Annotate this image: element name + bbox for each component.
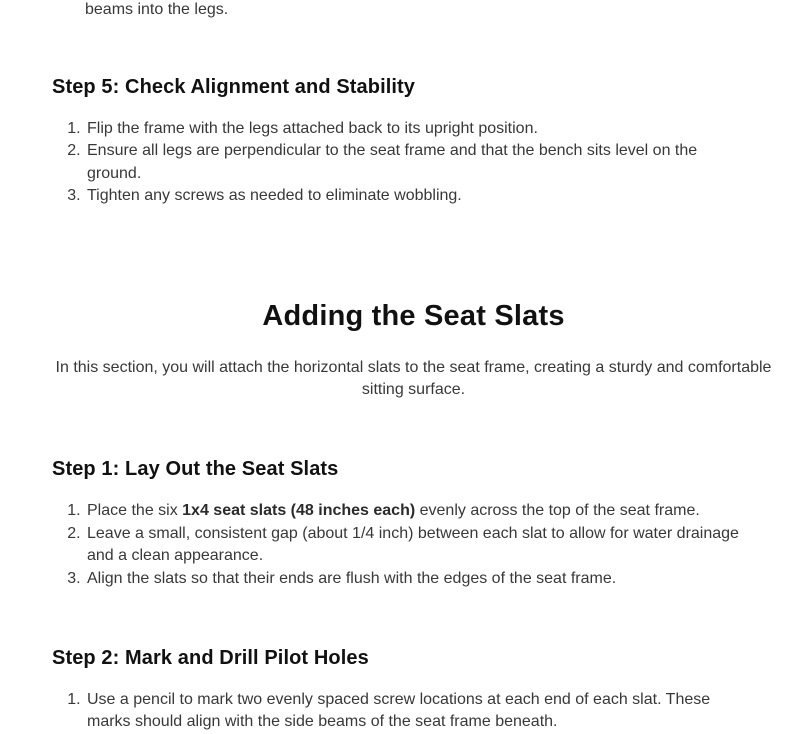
step-2-heading: Step 2: Mark and Drill Pilot Holes	[52, 647, 369, 670]
step-5-heading: Step 5: Check Alignment and Stability	[52, 76, 416, 98]
step-1-heading: Step 1: Lay Out the Seat Slats	[52, 458, 339, 481]
section-intro: In this section, you will attach the horizontal slats to the seat frame, creating a sturdy and comfortable sitting surface.	[55, 358, 772, 399]
list-item-text: Place the six	[87, 502, 183, 520]
step-5-list	[52, 118, 775, 208]
step-1-list	[52, 500, 775, 590]
section-title: Adding the Seat Slats	[262, 299, 565, 332]
step-2-list	[52, 689, 775, 734]
list-item	[85, 500, 755, 522]
list-item-text: evenly across the top of the seat frame.	[415, 502, 700, 520]
list-item: 1. Use a pencil to mark two evenly spaced screw locations at each end of each slat. These marks should align with the side beams of the seat frame beneath.	[85, 689, 755, 734]
list-item: 2. Ensure all legs are perpendicular to the seat frame and that the bench sits level on the ground.	[85, 140, 755, 185]
list-item: 3. Align the slats so that their ends are flush with the edges of the seat frame.	[85, 568, 755, 590]
previous-list-item-continuation: beams into the legs.	[85, 1, 229, 18]
list-item: 2. Leave a small, consistent gap (about 1/4 inch) between each slat to allow for water drainage and a clean appearance.	[85, 523, 755, 568]
list-item: 3. Tighten any screws as needed to eliminate wobbling.	[85, 185, 755, 207]
list-item: 1. Flip the frame with the legs attached back to its upright position.	[85, 118, 755, 140]
list-item-bold-text: 1x4 seat slats (48 inches each)	[182, 502, 416, 520]
